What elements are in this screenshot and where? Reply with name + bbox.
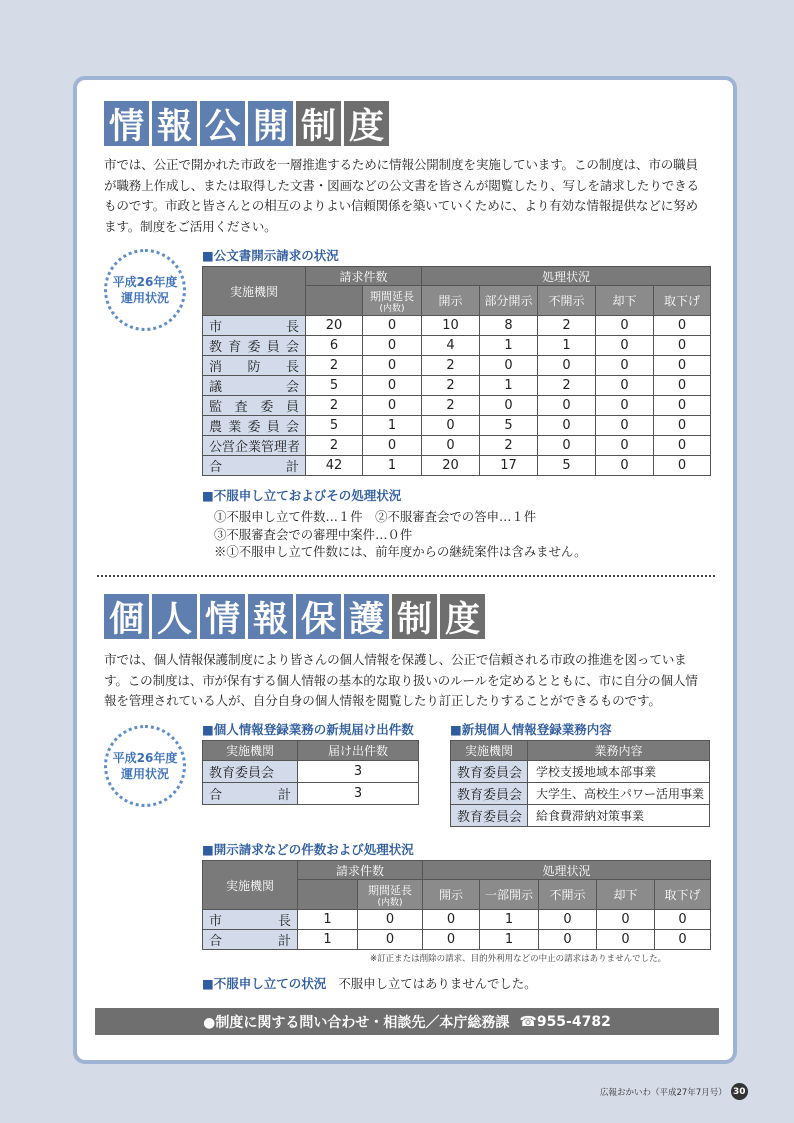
- cell-disc: 0: [422, 436, 480, 456]
- cell-disc: 2: [422, 376, 480, 396]
- col-disclose: 開示: [423, 880, 480, 910]
- badge-line1: 平成26年度: [112, 275, 178, 289]
- cell-part: 1: [480, 376, 538, 396]
- disclosure-note: ※訂正または削除の請求、目的外利用などの中止の請求はありませんでした。: [370, 954, 667, 964]
- cell-dis: 0: [597, 930, 655, 950]
- col-org: 実施機関: [451, 741, 528, 761]
- cell-wd: 0: [654, 416, 711, 436]
- col-withdraw: 取下げ: [654, 286, 711, 316]
- cell-wd: 0: [654, 436, 711, 456]
- cell-disc: 10: [422, 316, 480, 336]
- cell-req: 6: [306, 336, 363, 356]
- org-cell: [451, 761, 528, 783]
- org-name: 合計: [209, 460, 299, 475]
- org-cell: [203, 456, 306, 476]
- title-char: 情: [104, 101, 149, 146]
- cell-part: 0: [480, 396, 538, 416]
- table-row: [451, 761, 710, 783]
- disclosure-table: [202, 860, 711, 950]
- cell-ext: 0: [363, 376, 422, 396]
- org-name: 教育委員会: [457, 810, 523, 825]
- org-cell: [203, 761, 298, 783]
- content-table: [450, 740, 710, 827]
- org-cell: [203, 376, 306, 396]
- org-cell: [203, 336, 306, 356]
- col-requests: 請求件数: [298, 861, 423, 880]
- section1-title: [104, 101, 389, 146]
- appeal-status: [202, 974, 537, 992]
- col-nondisclose: 不開示: [538, 286, 596, 316]
- section1-intro: 市では、公正で開かれた市政を一層推進するために情報公開制度を実施しています。この制度は、市の職員が職務上作成し、または取得した文書・図画などの公文書を皆さんが閲覧したり、写しを請求したりできるものです。市政と皆さんとの相互のよりよい信頼関係を築いていくために、より有効な情報提供などに努めます。制度をご活用ください。: [104, 157, 699, 234]
- org-name: 市長: [209, 320, 299, 335]
- col-dismiss: 却下: [597, 880, 655, 910]
- cell-non: 0: [539, 910, 597, 930]
- cell-content: 大学生、高校生パワー活用事業: [528, 783, 710, 805]
- cell-non: 2: [538, 376, 596, 396]
- cell-ext: 0: [363, 336, 422, 356]
- cell-ext: 1: [363, 416, 422, 436]
- col-withdraw: 取下げ: [655, 880, 711, 910]
- cell-non: 0: [538, 356, 596, 376]
- cell-count: 3: [298, 783, 419, 805]
- cell-dis: 0: [596, 396, 654, 416]
- cell-wd: 0: [654, 356, 711, 376]
- table-row: [203, 761, 419, 783]
- table-row: [203, 396, 711, 416]
- col-requests-blank: [298, 880, 358, 910]
- col-extension: [363, 286, 422, 316]
- cell-content: 学校支援地域本部事業: [528, 761, 710, 783]
- org-cell: [203, 910, 298, 930]
- table-row: [203, 356, 711, 376]
- public-docs-table: [202, 266, 711, 476]
- cell-dis: 0: [596, 416, 654, 436]
- col-processing: 処理状況: [423, 861, 711, 880]
- table-row: [451, 783, 710, 805]
- appeal-list: [214, 508, 586, 561]
- title-char: 報: [152, 101, 197, 146]
- cell-wd: 0: [655, 930, 711, 950]
- appeal-line: ①不服申し立て件数…１件 ②不服審査会での答申…１件: [214, 509, 537, 524]
- cell-non: 5: [538, 456, 596, 476]
- cell-dis: 0: [596, 456, 654, 476]
- cell-part: 17: [480, 456, 538, 476]
- col-extension-note: (内数): [377, 897, 403, 908]
- cell-disc: 2: [422, 356, 480, 376]
- cell-part: 5: [480, 416, 538, 436]
- section-heading: ■新規個人情報登録業務内容: [450, 722, 612, 737]
- cell-dis: 0: [596, 356, 654, 376]
- title-char: 開: [248, 101, 293, 146]
- table-row: [203, 910, 711, 930]
- section-heading: ■公文書開示請求の状況: [202, 248, 339, 263]
- cell-part: 8: [480, 316, 538, 336]
- cell-non: 2: [538, 316, 596, 336]
- cell-req: 20: [306, 316, 363, 336]
- cell-req: 2: [306, 436, 363, 456]
- cell-non: 1: [538, 336, 596, 356]
- title-char: 護: [344, 594, 389, 639]
- cell-disc: 0: [422, 416, 480, 436]
- cell-content: 給食費滞納対策事業: [528, 805, 710, 827]
- cell-part: 0: [480, 356, 538, 376]
- section2-title: [104, 594, 485, 639]
- contact-phone: ☎955-4782: [519, 1013, 611, 1030]
- col-org: 実施機関: [203, 861, 298, 910]
- title-char: 度: [344, 101, 389, 146]
- title-char: 度: [440, 594, 485, 639]
- org-cell: [451, 783, 528, 805]
- org-name: 市長: [209, 914, 291, 929]
- org-cell: [203, 396, 306, 416]
- col-extension-note: (内数): [379, 303, 405, 314]
- org-cell: [203, 436, 306, 456]
- cell-disc: 2: [422, 396, 480, 416]
- section-heading: ■個人情報登録業務の新規届け出件数: [202, 722, 414, 737]
- section-heading: ■不服申し立ての状況: [202, 976, 327, 991]
- cell-non: 0: [538, 436, 596, 456]
- org-cell: [203, 356, 306, 376]
- col-processing: 処理状況: [422, 267, 711, 286]
- col-nondisclose: 不開示: [539, 880, 597, 910]
- title-char: 制: [296, 101, 341, 146]
- org-name: 教育委員会: [209, 340, 299, 355]
- badge-line2: 運用状況: [120, 291, 169, 305]
- title-char: 制: [392, 594, 437, 639]
- cell-wd: 0: [655, 910, 711, 930]
- org-name: 消防長: [209, 360, 299, 375]
- cell-wd: 0: [654, 396, 711, 416]
- title-char: 情: [200, 594, 245, 639]
- org-name: 教育委員会: [209, 766, 275, 781]
- cell-req: 2: [306, 356, 363, 376]
- cell-wd: 0: [654, 336, 711, 356]
- cell-dis: 0: [596, 376, 654, 396]
- cell-wd: 0: [654, 376, 711, 396]
- org-cell: [203, 416, 306, 436]
- cell-dis: 0: [596, 336, 654, 356]
- cell-part: 1: [480, 910, 539, 930]
- table-row: [203, 376, 711, 396]
- title-char: 報: [248, 594, 293, 639]
- section-heading: ■開示請求などの件数および処理状況: [202, 842, 414, 857]
- cell-dis: 0: [596, 316, 654, 336]
- col-count: 届け出件数: [298, 741, 419, 761]
- org-name: 合計: [209, 788, 291, 803]
- contact-label: ●制度に関する問い合わせ・相談先／本庁総務課: [203, 1014, 510, 1031]
- page-number: 30: [731, 1083, 748, 1100]
- badge-line2: 運用状況: [120, 767, 169, 781]
- cell-ext: 0: [363, 436, 422, 456]
- col-requests-blank: [306, 286, 363, 316]
- org-name: 合計: [209, 934, 291, 949]
- title-char: 公: [200, 101, 245, 146]
- col-org: 実施機関: [203, 267, 306, 316]
- cell-count: 3: [298, 761, 419, 783]
- table-row: [203, 416, 711, 436]
- table-row: [203, 456, 711, 476]
- cell-ext: 0: [358, 910, 423, 930]
- table-row: [203, 336, 711, 356]
- content-rows: [451, 761, 710, 827]
- badge-line1: 平成26年度: [112, 751, 178, 765]
- org-cell: [451, 805, 528, 827]
- col-content: 業務内容: [528, 741, 710, 761]
- cell-wd: 0: [654, 456, 711, 476]
- org-name: 農業委員会: [209, 420, 299, 435]
- org-name: 教育委員会: [457, 766, 523, 781]
- cell-disc: 20: [422, 456, 480, 476]
- cell-req: 2: [306, 396, 363, 416]
- registration-rows: [203, 761, 419, 805]
- cell-dis: 0: [596, 436, 654, 456]
- registration-table: [202, 740, 419, 805]
- cell-ext: 1: [363, 456, 422, 476]
- col-partial: 一部開示: [480, 880, 539, 910]
- org-name: 公営企業管理者: [209, 440, 301, 455]
- col-extension-label: 期間延長: [368, 883, 412, 897]
- section-heading: ■不服申し立ておよびその処理状況: [202, 488, 402, 503]
- cell-non: 0: [538, 416, 596, 436]
- appeal-line: ③不服審査会での審理中案件…０件: [214, 526, 413, 542]
- cell-part: 2: [480, 436, 538, 456]
- title-char: 人: [152, 594, 197, 639]
- col-partial: 部分開示: [480, 286, 538, 316]
- cell-part: 1: [480, 336, 538, 356]
- publication-name: 広報おかいわ（平成27年7月号）: [600, 1087, 727, 1098]
- cell-req: 42: [306, 456, 363, 476]
- cell-req: 1: [298, 910, 358, 930]
- table-row: [451, 805, 710, 827]
- col-disclose: 開示: [422, 286, 480, 316]
- title-char: 個: [104, 594, 149, 639]
- cell-non: 0: [538, 396, 596, 416]
- cell-disc: 4: [422, 336, 480, 356]
- org-name: 議会: [209, 380, 299, 395]
- cell-disc: 0: [423, 910, 480, 930]
- fiscal-year-badge: [104, 249, 186, 331]
- cell-non: 0: [539, 930, 597, 950]
- cell-ext: 0: [363, 396, 422, 416]
- table-row: [203, 930, 711, 950]
- title-char: 保: [296, 594, 341, 639]
- table-row: [203, 783, 419, 805]
- cell-ext: 0: [363, 356, 422, 376]
- col-extension: [358, 880, 423, 910]
- cell-dis: 0: [597, 910, 655, 930]
- col-extension-label: 期間延長: [370, 289, 414, 303]
- cell-req: 5: [306, 376, 363, 396]
- table-row: [203, 316, 711, 336]
- disclosure-rows: [203, 910, 711, 950]
- page-footer: [600, 1083, 748, 1100]
- org-cell: [203, 316, 306, 336]
- cell-req: 1: [298, 930, 358, 950]
- org-cell: [203, 930, 298, 950]
- section-divider: [97, 575, 715, 577]
- org-name: 監査委員: [209, 400, 299, 415]
- section2-intro: 市では、個人情報保護制度により皆さんの個人情報を保護し、公正で信頼される市政の推進を図っています。この制度は、市が保有する個人情報の基本的な取り扱いのルールを定めるとともに、市に自分の個人情報を管理されている人が、自分自身の個人情報を閲覧したり訂正したりすることができるものです。: [104, 652, 698, 708]
- appeal-line: ※①不服申し立て件数には、前年度からの継続案件は含みません。: [214, 544, 587, 559]
- cell-disc: 0: [423, 930, 480, 950]
- fiscal-year-badge: [104, 725, 186, 807]
- org-name: 教育委員会: [457, 788, 523, 803]
- cell-wd: 0: [654, 316, 711, 336]
- col-org: 実施機関: [203, 741, 298, 761]
- cell-ext: 0: [363, 316, 422, 336]
- org-cell: [203, 783, 298, 805]
- appeal-text: 不服申し立てはありませんでした。: [338, 976, 537, 991]
- table-row: [203, 436, 711, 456]
- col-requests: 請求件数: [306, 267, 422, 286]
- cell-part: 1: [480, 930, 539, 950]
- cell-ext: 0: [358, 930, 423, 950]
- cell-req: 5: [306, 416, 363, 436]
- col-dismiss: 却下: [596, 286, 654, 316]
- public-docs-rows: [203, 316, 711, 476]
- contact-banner: [95, 1008, 719, 1035]
